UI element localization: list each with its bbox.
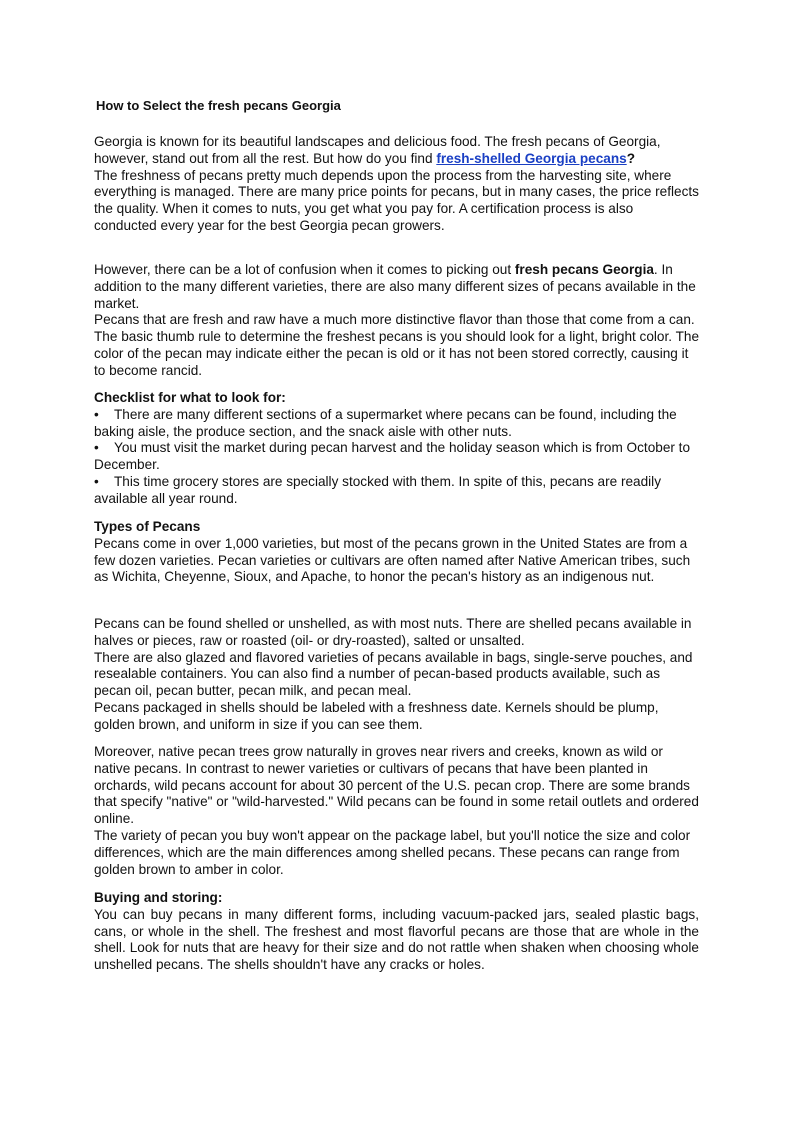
confusion-text-end: . In addition to the many different varieties, there are also many different sizes of pecans available in the market. <box>94 262 696 311</box>
checklist-section <box>94 390 699 508</box>
checklist-heading: Checklist for what to look for: <box>94 390 286 405</box>
confusion-paragraph <box>94 262 699 312</box>
fresh-pecans-georgia-bold: fresh pecans Georgia <box>514 262 654 277</box>
checklist-item-text: This time grocery stores are specially stocked with them. In spite of this, pecans are readily available all year round. <box>94 473 662 506</box>
buying-section <box>94 890 699 974</box>
bullet-icon: • <box>94 473 99 489</box>
intro-paragraph <box>94 134 699 168</box>
checklist-item <box>94 407 699 441</box>
types-section <box>94 519 699 586</box>
intro-text: Georgia is known for its beautiful landscapes and delicious food. The fresh pecans of Georgia, however, stand out from all the rest. But how do you find <box>94 134 661 166</box>
checklist-item <box>94 474 699 508</box>
bullet-icon: • <box>94 440 99 456</box>
types-heading: Types of Pecans <box>94 519 201 534</box>
confusion-text: However, there can be a lot of confusion when it comes to picking out <box>94 262 515 277</box>
fresh-shelled-pecans-link[interactable]: fresh-shelled Georgia pecans <box>436 150 627 166</box>
checklist-item <box>94 440 699 474</box>
varieties-paragraph: Pecans come in over 1,000 varieties, but most of the pecans grown in the United States are from a few dozen varieties. Pecan varieties or cultivars are often named after Native American tribes, such as Wichita, Cheyenne, Sioux, and Apache, to honor the pecan's history as an indigenous nut. <box>94 535 691 585</box>
intro-section <box>94 134 699 235</box>
shelled-section <box>94 616 699 734</box>
checklist-item-text: There are many different sections of a supermarket where pecans can be found, including the baking aisle, the produce section, and the snack aisle with other nuts. <box>94 406 677 439</box>
variety-label-paragraph: The variety of pecan you buy won't appear on the package label, but you'll notice the size and color differences, which are the main differences among shelled pecans. These pecans can range from golden brown to amber in color. <box>94 827 691 877</box>
buying-heading: Buying and storing: <box>94 890 223 905</box>
page-title: How to Select the fresh pecans Georgia <box>96 98 341 113</box>
buying-paragraph: You can buy pecans in many different forms, including vacuum-packed jars, sealed plastic bags, cans, or whole in the shell. The freshest and most flavorful pecans are those that are whole in the shell. Look for nuts that are heavy for their size and do not rattle when shaken when choosing whole unshelled pecans. The shells shouldn't have any cracks or holes. <box>94 906 699 973</box>
glazed-paragraph: There are also glazed and flavored varieties of pecans available in bags, single-serve pouches, and resealable containers. You can also find a number of pecan-based products available, such as pecan oil, pecan butter, pecan milk, and pecan meal. <box>94 649 693 699</box>
flavor-paragraph: Pecans that are fresh and raw have a much more distinctive flavor than those that come from a can. The basic thumb rule to determine the freshest pecans is you should look for a light, bright color. The color of the pecan may indicate either the pecan is old or it has not been stored correctly, causing it to become rancid. <box>94 312 700 378</box>
native-section <box>94 744 699 878</box>
native-paragraph: Moreover, native pecan trees grow naturally in groves near rivers and creeks, known as wild or native pecans. In contrast to newer varieties or cultivars of pecans that have been planted in orchards, wild pecans account for about 30 percent of the U.S. pecan crop. There are some brands that specify "native" or "wild-harvested." Wild pecans can be found in some retail outlets and ordered online. <box>94 744 699 827</box>
confusion-section <box>94 262 699 380</box>
checklist-item-text: You must visit the market during pecan harvest and the holiday season which is from October to December. <box>94 440 691 473</box>
intro-question-mark: ? <box>626 150 636 166</box>
packaging-paragraph: Pecans packaged in shells should be labeled with a freshness date. Kernels should be plump, golden brown, and uniform in size if you can see them. <box>94 699 659 732</box>
shelled-paragraph: Pecans can be found shelled or unshelled, as with most nuts. There are shelled pecans available in halves or pieces, raw or roasted (oil- or dry-roasted), salted or unsalted. <box>94 616 692 648</box>
freshness-paragraph: The freshness of pecans pretty much depends upon the process from the harvesting site, where everything is managed. There are many price points for pecans, but in many cases, the price reflects the quality. When it comes to nuts, you get what you pay for. A certification process is also conducted every year for the best Georgia pecan growers. <box>94 167 699 233</box>
bullet-icon: • <box>94 406 99 422</box>
